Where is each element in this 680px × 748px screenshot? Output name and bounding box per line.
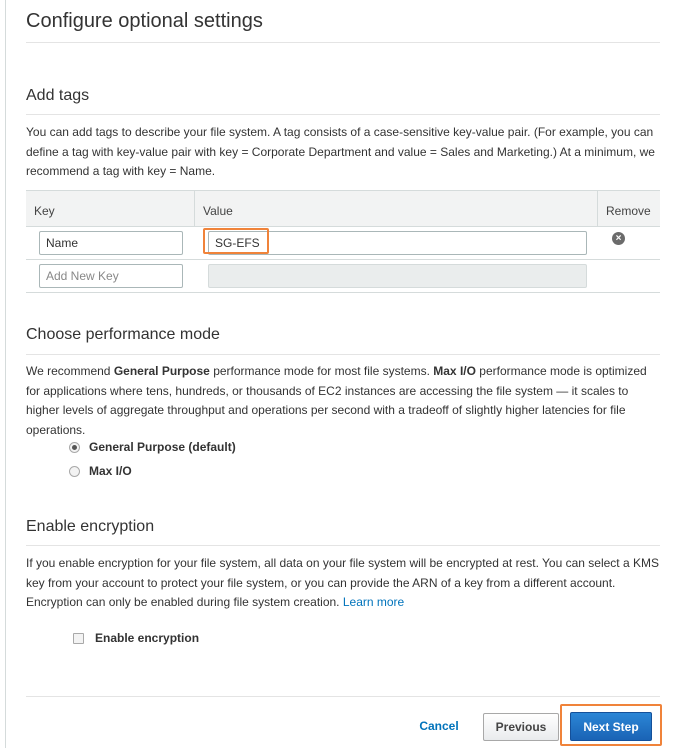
tag-key-value: Name	[46, 236, 79, 250]
value-cell	[195, 260, 598, 292]
performance-desc-part: performance mode is optimized for applications where tens, hundreds, or thousands of EC2 instances are accessing the file system — it scales to higher levels of aggregate throughput and operations per second with a tradeoff of slightly higher latencies for file operations.	[26, 364, 647, 437]
tag-key-input[interactable]	[39, 231, 183, 255]
enable-encryption-label: Enable encryption	[95, 631, 200, 645]
left-border	[5, 0, 6, 748]
title-divider	[26, 42, 660, 43]
checkbox-unchecked-icon[interactable]	[73, 633, 84, 644]
radio-general-purpose-label: General Purpose (default)	[89, 440, 236, 454]
tags-table-header	[26, 191, 660, 227]
cancel-button[interactable]: Cancel	[404, 712, 474, 740]
table-row	[26, 227, 660, 260]
column-header-value: Value	[195, 191, 598, 226]
value-highlight-annotation	[203, 228, 269, 254]
encryption-section-title: Enable encryption	[26, 518, 155, 535]
tags-description: You can add tags to describe your file system. A tag consists of a case-sensitive key-value pair. (For example, you can define a tag with key-value pair with key = Corporate Department and value = Sales and Marketing.) At a minimum, we recommend a tag with key = Name.	[26, 125, 655, 178]
next-step-button[interactable]: Next Step	[570, 712, 652, 741]
column-header-key: Key	[26, 191, 195, 226]
performance-desc-part: We recommend	[26, 364, 114, 378]
table-row	[26, 260, 660, 293]
performance-desc-bold: General Purpose	[113, 364, 210, 378]
tags-section-divider	[26, 114, 660, 115]
footer-divider	[26, 696, 660, 697]
key-cell	[26, 227, 195, 259]
key-cell	[26, 260, 195, 292]
radio-checked-icon[interactable]	[69, 442, 80, 453]
remove-cell	[598, 227, 660, 259]
performance-description	[26, 362, 660, 440]
new-value-input	[208, 264, 587, 288]
new-key-placeholder: Add New Key	[46, 269, 119, 283]
performance-desc-part: performance mode for most file systems.	[209, 364, 434, 378]
radio-general-purpose[interactable]	[69, 440, 236, 454]
encryption-section-divider	[26, 545, 660, 546]
column-header-remove: Remove	[606, 204, 651, 218]
radio-max-io[interactable]	[69, 464, 132, 478]
remove-cell	[598, 260, 660, 292]
radio-max-io-label: Max I/O	[89, 464, 132, 478]
x-circle-icon[interactable]: ×	[612, 232, 625, 245]
performance-section-divider	[26, 354, 660, 355]
tags-section-title: Add tags	[26, 87, 90, 104]
encryption-desc-text: If you enable encryption for your file system, all data on your file system will be encrypted at rest. You can select a KMS key from your account to protect your file system, or you can provide the ARN of a key from a different account. Encryption can only be enabled during file system creation.	[26, 556, 659, 609]
tags-table	[26, 190, 660, 293]
encryption-description	[26, 554, 660, 613]
performance-desc-bold: Max I/O	[433, 364, 476, 378]
performance-section-title: Choose performance mode	[26, 326, 220, 343]
tag-value-value: SG-EFS	[215, 236, 260, 250]
previous-button[interactable]: Previous	[483, 713, 559, 741]
learn-more-link[interactable]: Learn more	[342, 595, 405, 609]
enable-encryption-checkbox[interactable]	[73, 631, 199, 645]
radio-unchecked-icon[interactable]	[69, 466, 80, 477]
page-title: Configure optional settings	[26, 10, 263, 32]
new-key-input[interactable]	[39, 264, 183, 288]
value-cell	[195, 227, 598, 259]
